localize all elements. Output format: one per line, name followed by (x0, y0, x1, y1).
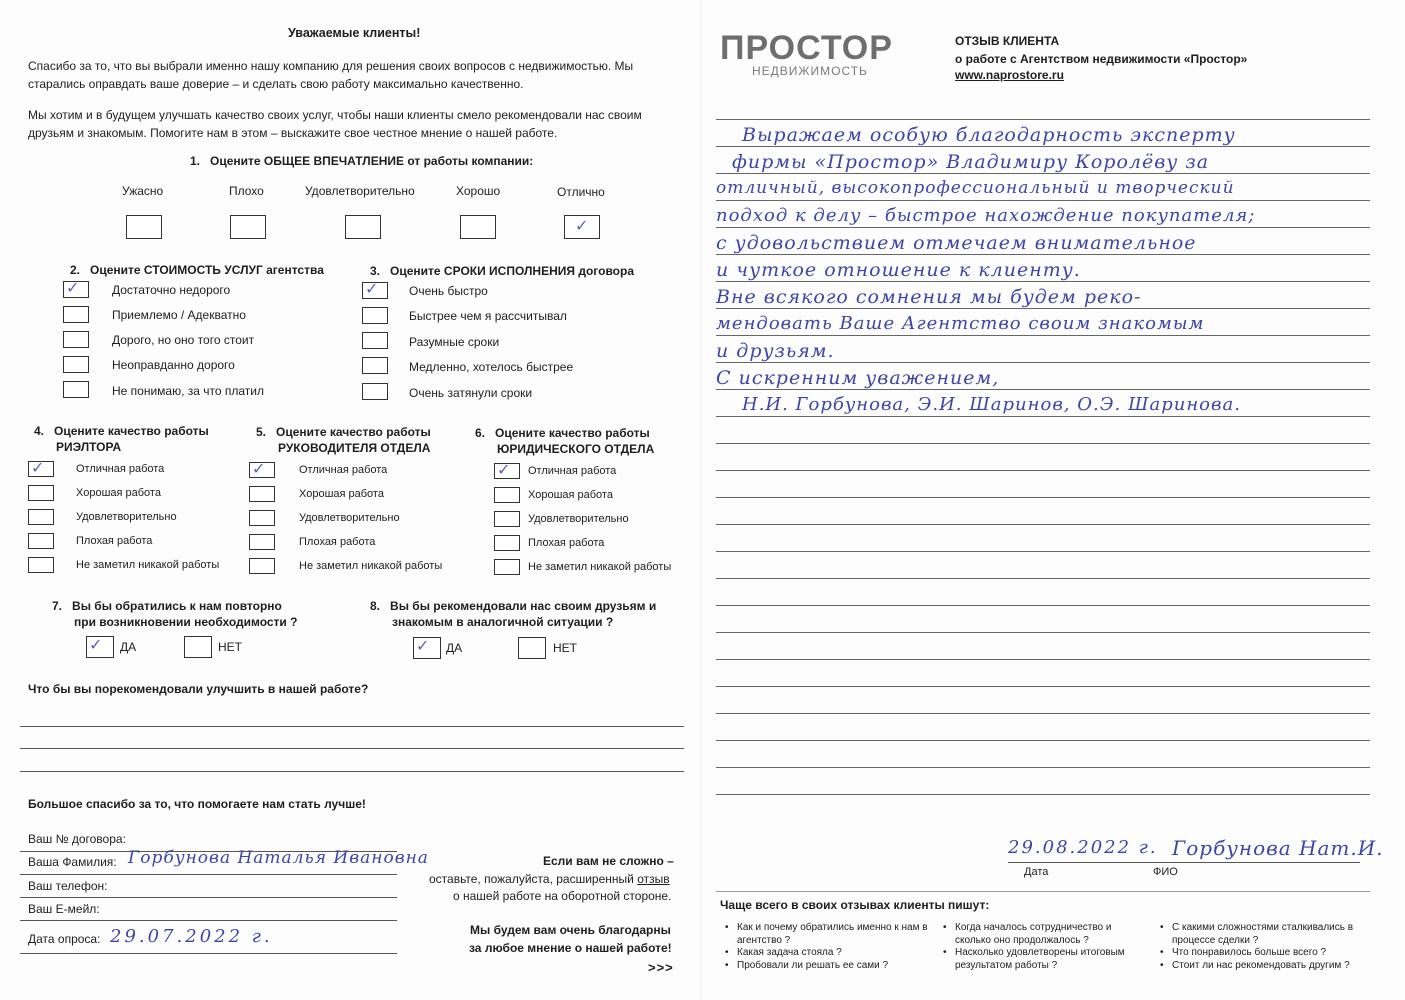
checkmark-icon: ✓ (365, 279, 379, 298)
q2-checkbox[interactable] (63, 356, 89, 373)
note-line-1: Если вам не сложно – (543, 854, 674, 868)
q1-checkbox[interactable] (230, 215, 266, 239)
company-logo (720, 30, 893, 78)
q5-checkbox[interactable] (249, 510, 275, 526)
review-line: Вне всякого сомнения мы будем реко- (716, 286, 1142, 308)
q2-option-label: Неоправданно дорого (112, 358, 235, 372)
note-line-3: о нашей работе на оборотной стороне. (453, 889, 672, 903)
hint-item: • Какая задача стояла ? (737, 947, 937, 960)
sign-date-field[interactable] (1008, 862, 1158, 863)
q3-checkbox[interactable] (362, 383, 388, 400)
q2-checkbox[interactable] (63, 381, 89, 398)
q8-no-checkbox[interactable] (518, 637, 546, 659)
q2-checkbox-checked[interactable] (63, 278, 89, 298)
sign-name-field[interactable] (1142, 862, 1360, 863)
q1-checkbox[interactable] (460, 215, 496, 239)
q5-title: 5. Оцените качество работы РУКОВОДИТЕЛЯ ОТДЕЛА (256, 425, 431, 455)
q7-title: 7. Вы бы обратились к нам повторно при возникновении необходимости ? (52, 599, 298, 629)
survey-page (0, 0, 702, 1000)
q1-option-label: Хорошо (456, 184, 501, 198)
turn-page-arrows-icon[interactable]: >>> (648, 960, 674, 975)
hint-item: • Пробовали ли решать ее сами ? (737, 960, 937, 973)
answer-line[interactable] (20, 748, 684, 749)
date-label: Дата опроса: (28, 932, 101, 946)
review-line: подход к делу – быстрое нахождение покупателя; (716, 205, 1256, 226)
hints-column-3 (1172, 922, 1372, 972)
q2-option-label: Приемлемо / Адекватно (112, 308, 246, 322)
sign-date-label: Дата (1024, 866, 1049, 878)
q6-checkbox[interactable] (494, 511, 520, 527)
q5-checkbox[interactable] (249, 558, 275, 574)
logo-wordmark: ПРОСТОР (720, 29, 893, 67)
contract-label: Ваш № договора: (28, 832, 126, 846)
hints-title: Чаще всего в своих отзывах клиенты пишут: (720, 898, 990, 912)
q3-checkbox[interactable] (362, 332, 388, 349)
q7-yes-checkbox-checked[interactable] (86, 636, 114, 658)
q1-title: 1. Оцените ОБЩЕЕ ВПЕЧАТЛЕНИЕ от работы компании: (190, 154, 534, 168)
q7-no-label: НЕТ (218, 640, 242, 654)
q4-option-label: Не заметил никакой работы (76, 559, 220, 571)
hint-item: • Стоит ли нас рекомендовать другим ? (1172, 960, 1372, 973)
q6-option-label: Отличная работа (528, 465, 617, 477)
q1-option-label: Отлично (557, 185, 605, 199)
hints-divider (716, 891, 1370, 892)
sign-name-label: ФИО (1153, 866, 1178, 878)
hints-column-2 (955, 922, 1145, 972)
q3-checkbox[interactable] (362, 357, 388, 374)
review-line: фирмы «Простор» Владимиру Королёву за (732, 151, 1210, 173)
date-value: 29.07.2022 г. (110, 926, 273, 947)
intro-paragraph-1: Спасибо за то, что вы выбрали именно нашу компанию для решения своих вопросов с недвижимостью. Мы старались оправдать ваше доверие – и сделать свою работу максимально качественно. (28, 59, 634, 91)
q1-checkbox[interactable] (345, 215, 381, 239)
q2-checkbox[interactable] (63, 331, 89, 348)
review-line: с удовольствием отмечаем внимательное (716, 232, 1197, 254)
email-field[interactable] (20, 920, 397, 921)
page-heading: Уважаемые клиенты! (288, 26, 421, 40)
q4-checkbox[interactable] (28, 533, 54, 549)
q8-no-label: НЕТ (553, 641, 577, 655)
review-subtitle: о работе с Агентством недвижимости «Простор» (955, 52, 1248, 66)
surname-label: Ваша Фамилия: (28, 855, 117, 869)
review-line: и друзьям. (716, 340, 835, 362)
q5-option-label: Не заметил никакой работы (299, 560, 443, 572)
q1-option-label: Ужасно (122, 184, 164, 198)
checkmark-icon: ✓ (416, 636, 430, 655)
q4-checkbox[interactable] (28, 485, 54, 501)
note-line-2: оставьте, пожалуйста, расширенный отзыв (429, 872, 670, 886)
q2-option-label: Не понимаю, за что платил (112, 384, 265, 398)
q5-checkbox-checked[interactable] (249, 459, 275, 478)
intro-paragraph-2: Мы хотим и в будущем улучшать качество своих услуг, чтобы наши клиенты смело рекомендовали нас своим друзьям и знакомым. Помогите нам в этом – выскажите свое честное мнение о нашей работе. (28, 108, 642, 140)
q5-option-label: Удовлетворительно (299, 512, 400, 524)
q5-option-label: Хорошая работа (299, 488, 384, 500)
q5-checkbox[interactable] (249, 534, 275, 550)
hint-item: • Что понравилось больше всего ? (1172, 947, 1372, 960)
checkmark-icon: ✓ (575, 216, 589, 235)
q3-checkbox-checked[interactable] (362, 279, 388, 299)
phone-label: Ваш телефон: (28, 879, 108, 893)
q6-checkbox-checked[interactable] (494, 460, 520, 479)
company-url[interactable]: www.naprostore.ru (955, 68, 1064, 82)
hints-column-1 (737, 922, 937, 972)
q3-option-label: Разумные сроки (409, 335, 500, 349)
q1-checkbox-checked[interactable] (564, 215, 600, 239)
review-line: С искренним уважением, (716, 367, 1000, 389)
q6-title: 6. Оцените качество работы ЮРИДИЧЕСКОГО ОТДЕЛА (475, 426, 655, 456)
q4-option-label: Плохая работа (76, 535, 153, 547)
answer-line[interactable] (20, 771, 684, 772)
answer-line[interactable] (20, 726, 684, 727)
q4-option-label: Хорошая работа (76, 487, 161, 499)
q3-option-label: Медленно, хотелось быстрее (409, 360, 574, 374)
sign-name-value: Горбунова Нат.И. (1172, 836, 1384, 860)
q3-checkbox[interactable] (362, 307, 388, 324)
q4-checkbox-checked[interactable] (28, 458, 54, 477)
q1-option-label: Удовлетворительно (305, 184, 415, 198)
checkmark-icon: ✓ (89, 635, 103, 654)
q8-yes-checkbox-checked[interactable] (413, 637, 441, 659)
q3-option-label: Очень быстро (409, 284, 488, 298)
checkmark-icon: ✓ (31, 458, 45, 477)
q2-checkbox[interactable] (63, 306, 89, 323)
q5-checkbox[interactable] (249, 486, 275, 502)
review-title: ОТЗЫВ КЛИЕНТА (955, 34, 1060, 48)
q1-checkbox[interactable] (126, 215, 162, 239)
q3-option-label: Очень затянули сроки (409, 386, 533, 400)
q4-checkbox[interactable] (28, 509, 54, 525)
improve-question: Что бы вы порекомендовали улучшить в нашей работе? (28, 682, 369, 696)
review-line: отличный, высокопрофессиональный и творческий (716, 178, 1235, 198)
q5-option-label: Плохая работа (299, 536, 376, 548)
logo-subtitle: НЕДВИЖИМОСТЬ (752, 64, 868, 78)
q6-checkbox[interactable] (494, 559, 520, 575)
q6-option-label: Удовлетворительно (528, 513, 629, 525)
checkmark-icon: ✓ (497, 460, 511, 479)
review-line: Н.И. Горбунова, Э.И. Шаринов, О.Э. Шаринова. (742, 394, 1241, 415)
surname-value: Горбунова Наталья Ивановна (128, 848, 429, 868)
q7-yes-label: ДА (120, 640, 137, 654)
phone-field[interactable] (20, 897, 397, 898)
q2-title: 2. Оцените СТОИМОСТЬ УСЛУГ агентства (70, 263, 324, 277)
q8-title: 8. Вы бы рекомендовали нас своим друзьям и знакомым в аналогичной ситуации ? (370, 599, 657, 629)
q6-option-label: Не заметил никакой работы (528, 561, 672, 573)
date-field[interactable] (20, 953, 397, 954)
q2-option-label: Достаточно недорого (112, 283, 231, 297)
q6-option-label: Хорошая работа (528, 489, 613, 501)
grateful-line-2: за любое мнение о нашей работе! (469, 941, 672, 955)
checkmark-icon: ✓ (66, 278, 80, 297)
q4-checkbox[interactable] (28, 557, 54, 573)
review-page (702, 0, 1405, 1000)
q4-option-label: Удовлетворительно (76, 511, 177, 523)
grateful-line-1: Мы будем вам очень благодарны (470, 923, 671, 937)
hint-item: • Как и почему обратились именно к нам в агентство ? (737, 922, 937, 947)
q3-option-label: Быстрее чем я рассчитывал (409, 309, 567, 323)
hint-item: • Насколько удовлетворены итоговым результатом работы ? (955, 947, 1145, 972)
q6-checkbox[interactable] (494, 487, 520, 503)
q2-option-label: Дорого, но оно того стоит (112, 333, 255, 347)
q7-no-checkbox[interactable] (184, 636, 212, 658)
hint-item: • С какими сложностями сталкивались в процессе сделки ? (1172, 922, 1372, 947)
thanks-text: Большое спасибо за то, что помогаете нам стать лучше! (28, 797, 366, 811)
email-label: Ваш Е-мейл: (28, 902, 100, 916)
review-line: и чуткое отношение к клиенту. (716, 259, 1081, 281)
review-link[interactable]: отзыв (637, 872, 670, 886)
q5-option-label: Отличная работа (299, 464, 388, 476)
q6-option-label: Плохая работа (528, 537, 605, 549)
surname-field[interactable] (20, 874, 397, 875)
hint-item: • Когда началось сотрудничество и сколько оно продолжалось ? (955, 922, 1145, 947)
review-line: Выражаем особую благодарность эксперту (742, 124, 1236, 146)
checkmark-icon: ✓ (252, 459, 266, 478)
q4-title: 4. Оцените качество работы РИЭЛТОРА (34, 424, 209, 454)
q8-yes-label: ДА (446, 641, 463, 655)
review-line: мендовать Ваше Агентство своим знакомым (716, 313, 1205, 334)
q6-checkbox[interactable] (494, 535, 520, 551)
q3-title: 3. Оцените СРОКИ ИСПОЛНЕНИЯ договора (370, 264, 635, 278)
q4-option-label: Отличная работа (76, 463, 165, 475)
sign-date-value: 29.08.2022 г. (1008, 837, 1158, 858)
q1-option-label: Плохо (229, 184, 264, 198)
